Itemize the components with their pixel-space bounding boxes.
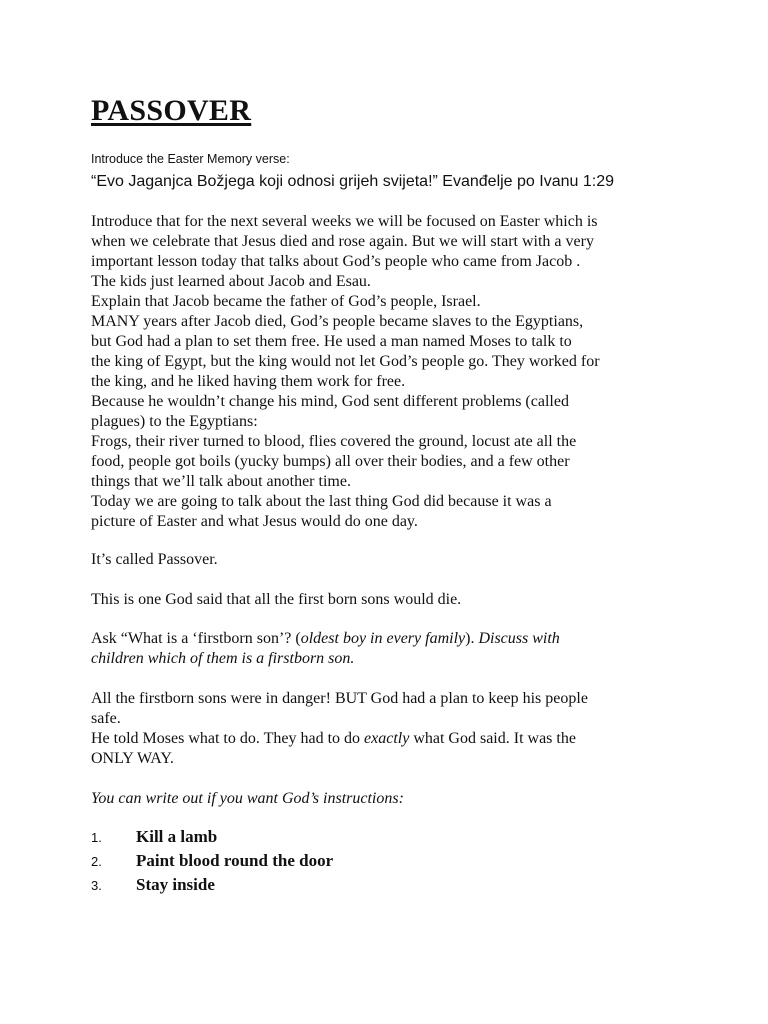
ask-mid: ). — [465, 630, 475, 647]
paragraph-line: picture of Easter and what Jesus would do one day. — [91, 513, 418, 530]
write-out-line: You can write out if you want God’s instructions: — [91, 790, 404, 807]
step-label: Kill a lamb — [136, 827, 218, 846]
paragraph-line: the king, and he liked having them work for free. — [91, 373, 406, 390]
list-item — [91, 849, 333, 873]
intro-paragraph — [91, 212, 691, 532]
list-item — [91, 873, 333, 897]
paragraph-line: food, people got boils (yucky bumps) all over their bodies, and a few other — [91, 453, 570, 470]
danger-suffix: what God said. It was the — [409, 730, 576, 747]
paragraph-line: Frogs, their river turned to blood, flies covered the ground, locust ate all the — [91, 433, 577, 450]
page-title: PASSOVER — [91, 94, 252, 127]
paragraph-line: the king of Egypt, but the king would not let God’s people go. They worked for — [91, 353, 600, 370]
memory-verse: “Evo Jaganjca Božjega koji odnosi grijeh svijeta!” Evanđelje po Ivanu 1:29 — [91, 173, 614, 190]
paragraph-line: Because he wouldn’t change his mind, God sent different problems (called — [91, 393, 569, 410]
step-label: Stay inside — [136, 875, 215, 894]
ask-paragraph — [91, 629, 691, 669]
passover-line: It’s called Passover. — [91, 551, 218, 568]
step-number: 1. — [91, 830, 102, 845]
firstborn-line: This is one God said that all the first born sons would die. — [91, 591, 462, 608]
paragraph-line: plagues) to the Egyptians: — [91, 413, 258, 430]
danger-line-3 — [91, 729, 691, 749]
paragraph-line: Explain that Jacob became the father of God’s people, Israel. — [91, 293, 481, 310]
ask-italic-answer: oldest boy in every family — [300, 630, 466, 647]
paragraph-line: things that we’ll talk about another time. — [91, 473, 351, 490]
memory-verse-intro: Introduce the Easter Memory verse: — [91, 152, 290, 166]
instructions-list — [91, 825, 333, 897]
step-number: 2. — [91, 854, 102, 869]
step-number: 3. — [91, 878, 102, 893]
ask-line-1 — [91, 629, 691, 649]
ask-italic-discuss: Discuss with — [474, 630, 560, 647]
paragraph-line: All the firstborn sons were in danger! BUT God had a plan to keep his people — [91, 690, 588, 707]
paragraph-line: ONLY WAY. — [91, 750, 174, 767]
list-item — [91, 825, 333, 849]
paragraph-line: safe. — [91, 710, 121, 727]
paragraph-line: but God had a plan to set them free. He used a man named Moses to talk to — [91, 333, 572, 350]
danger-paragraph — [91, 689, 691, 769]
danger-italic-exactly: exactly — [364, 730, 410, 747]
paragraph-line: MANY years after Jacob died, God’s people became slaves to the Egyptians, — [91, 313, 584, 330]
step-label: Paint blood round the door — [136, 851, 334, 870]
paragraph-line: Today we are going to talk about the last thing God did because it was a — [91, 493, 552, 510]
paragraph-line: important lesson today that talks about God’s people who came from Jacob . — [91, 253, 581, 270]
paragraph-line: when we celebrate that Jesus died and rose again. But we will start with a very — [91, 233, 594, 250]
danger-prefix: He told Moses what to do. They had to do — [91, 730, 365, 747]
paragraph-line: Introduce that for the next several weeks we will be focused on Easter which is — [91, 213, 598, 230]
paragraph-line: The kids just learned about Jacob and Esau. — [91, 273, 371, 290]
ask-line-2: children which of them is a firstborn son. — [91, 650, 355, 667]
ask-prefix: Ask “What is a ‘firstborn son’? ( — [91, 630, 301, 647]
